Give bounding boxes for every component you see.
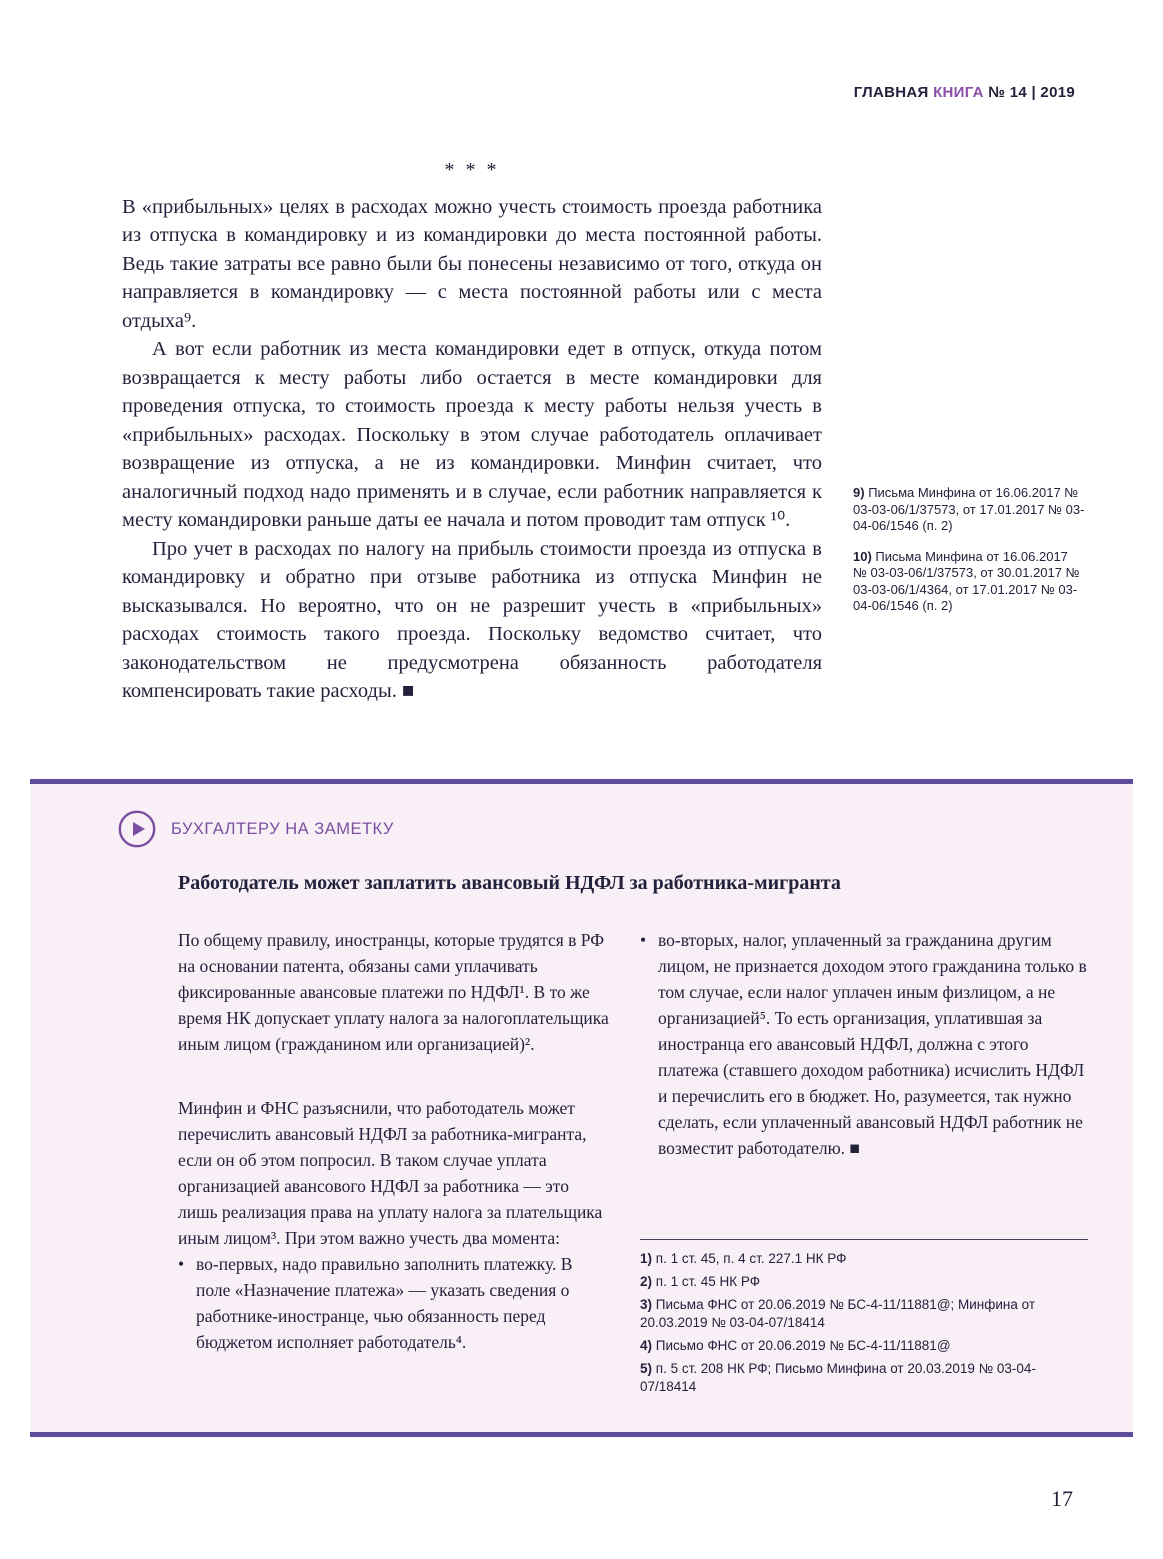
- note-bullet-second: [640, 927, 1088, 1161]
- issue-number: № 14 | 2019: [988, 84, 1075, 101]
- bullet-marker: •: [640, 930, 647, 950]
- brand-kniga: КНИГА: [933, 84, 984, 101]
- play-circle-icon: [118, 810, 156, 848]
- bullet-marker: •: [178, 1254, 185, 1274]
- box-footnote-2: [640, 1273, 1088, 1291]
- note-bullet-second-text: во-вторых, налог, уплаченный за гражданина другим лицом, не признается доходом этого гражданина только в том случае, если налог уплачен иным физлицом, а не организацией⁵. То есть организация, уплатившая за иностранца его авансовый НДФЛ, должна с этого платежа (ставшего доходом работника) исчислить НДФЛ и перечислить его в бюджет. Но, разумеется, так нужно сделать, если уплаченный авансовый НДФЛ работник не возместит работодателю. ■: [658, 930, 1087, 1158]
- margin-notes: [853, 485, 1085, 629]
- page-header: [854, 84, 1075, 101]
- note-paragraph-2: Минфин и ФНС разъяснили, что работодатель может перечислить авансовый НДФЛ за работника-мигранта, если он об этом попросил. В таком случае уплата организацией авансового НДФЛ за работника — это лишь реализация права на уплату налога за плательщика иным лицом³. При этом важно учесть два момента:: [178, 1098, 603, 1248]
- sidenote-text: Письма Минфина от 16.06.2017 № 03-03-06/1/37573, от 30.01.2017 № 03-03-06/1/4364, от 17.01.2017 № 03-04-06/1546 (п. 2): [853, 548, 1080, 613]
- note-paragraph-1: По общему правилу, иностранцы, которые трудятся в РФ на основании патента, обязаны сами уплачивать фиксированные авансовые платежи по НДФЛ¹. В то же время НК допускает уплату налога за налогоплательщика иным лицом (гражданином или организацией)².: [178, 930, 609, 1054]
- article-paragraph-2: А вот если работник из места командировки едет в отпуск, откуда потом возвращается к месту работы либо остается в месте командировки для проведения отпуска, то стоимость проезда к месту работы нельзя учесть в «прибыльных» расходах. Поскольку в этом случае работодатель оплачивает возвращение из отпуска, а не из командировки. Минфин считает, что аналогичный подход надо применять и в случае, если работник направляется к месту командировки раньше даты ее начала и потом проводит там отпуск ¹⁰.: [122, 338, 822, 531]
- note-box-label: БУХГАЛТЕРУ НА ЗАМЕТКУ: [171, 819, 394, 838]
- box-footnote-number: 1): [640, 1251, 653, 1266]
- note-box-columns: [178, 927, 1088, 1401]
- sidenote-number: 10): [853, 548, 872, 564]
- box-footnote-number: 3): [640, 1297, 653, 1312]
- article-body: [122, 156, 822, 706]
- note-box-footnotes: [640, 1239, 1088, 1396]
- accountant-note-box: [30, 779, 1133, 1437]
- box-footnote-5: [640, 1360, 1088, 1396]
- brand-glavnaya: ГЛАВНАЯ: [853, 84, 929, 101]
- box-footnote-number: 4): [640, 1338, 653, 1353]
- note-box-column-left: [178, 927, 610, 1401]
- note-bullet-first: [178, 1251, 610, 1355]
- article-paragraph-3: Про учет в расходах по налогу на прибыль стоимости проезда из отпуска в командировку и обратно при отзыве работника из отпуска Минфин не высказывался. Но вероятно, что он не разрешит учесть в «прибыльных» расходах стоимость такого проезда. Поскольку ведомство считает, что законодательством не предусмотрена обязанность работодателя компенсировать такие расходы. ■: [122, 537, 822, 702]
- note-box-column-right: [640, 927, 1088, 1401]
- box-footnote-text: Письма ФНС от 20.06.2019 № БС-4-11/11881@; Минфина от 20.03.2019 № 03-04-07/18414: [640, 1297, 1036, 1330]
- box-footnote-text: п. 5 ст. 208 НК РФ; Письмо Минфина от 20.03.2019 № 03-04-07/18414: [640, 1361, 1036, 1394]
- sidenote-number: 9): [853, 485, 865, 500]
- box-footnote-3: [640, 1296, 1088, 1332]
- section-separator: * * *: [444, 159, 500, 181]
- page-number: 17: [1051, 1486, 1073, 1511]
- sidenote-9: [853, 485, 1085, 535]
- box-footnote-text: п. 1 ст. 45, п. 4 ст. 227.1 НК РФ: [655, 1251, 847, 1266]
- article-paragraph-1: В «прибыльных» целях в расходах можно учесть стоимость проезда работника из отпуска в командировку и из командировки до места постоянной работы. Ведь такие затраты все равно были бы понесены независимо от того, откуда он направляется в командировку — с места постоянной работы или с места отдыха⁹.: [122, 195, 822, 332]
- box-footnote-text: п. 1 ст. 45 НК РФ: [655, 1274, 761, 1289]
- box-footnote-text: Письмо ФНС от 20.06.2019 № БС-4-11/11881@: [655, 1338, 951, 1353]
- note-box-title: Работодатель может заплатить авансовый НДФЛ за работника-мигранта: [178, 872, 841, 894]
- sidenote-text: Письма Минфина от 16.06.2017 № 03-03-06/1/37573, от 17.01.2017 № 03-04-06/1546 (п. 2): [853, 485, 1085, 533]
- sidenote-10: [853, 549, 1085, 615]
- box-footnote-4: [640, 1337, 1088, 1355]
- box-footnote-number: 5): [640, 1361, 653, 1376]
- box-footnote-number: 2): [640, 1274, 653, 1289]
- box-footnote-1: [640, 1250, 1088, 1268]
- note-box-header: [118, 810, 394, 848]
- note-bullet-first-text: во-первых, надо правильно заполнить платежку. В поле «Назначение платежа» — указать сведения о работнике-иностранце, чью обязанность перед бюджетом исполняет работодатель⁴.: [196, 1254, 573, 1352]
